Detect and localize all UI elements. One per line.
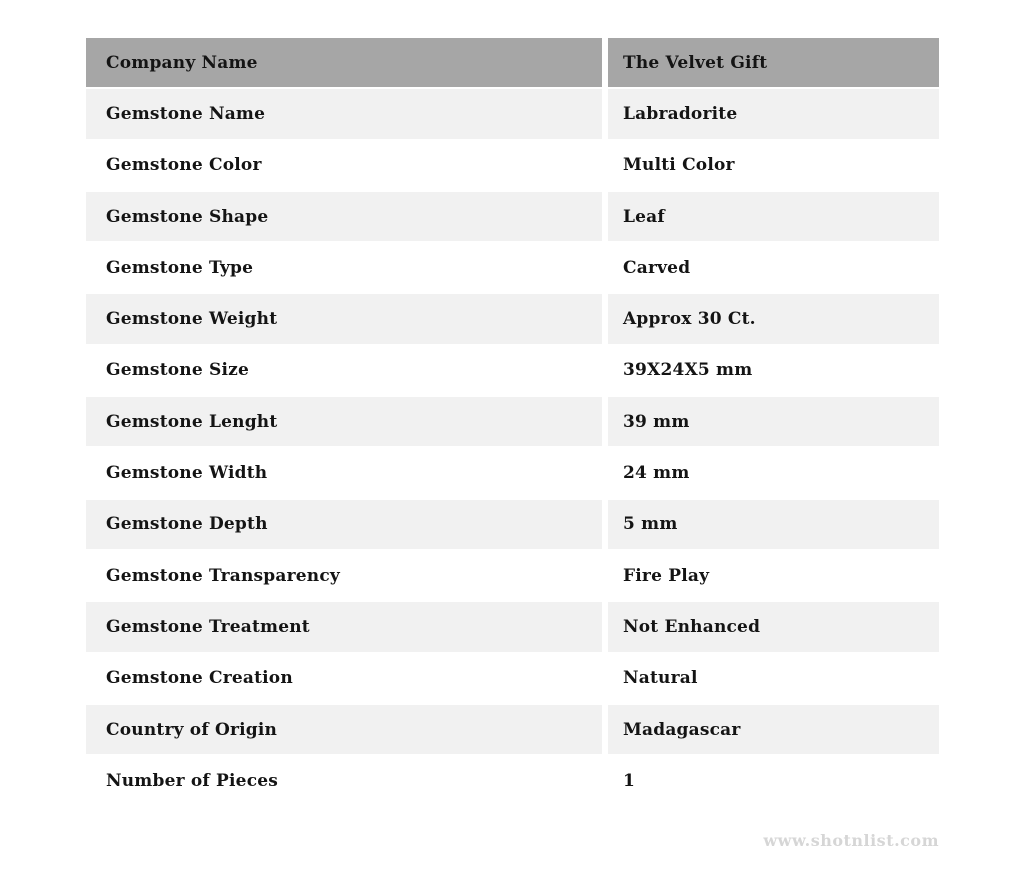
row-label-cell: Gemstone Name [86,89,602,138]
row-label-cell: Gemstone Size [86,346,602,395]
row-value-cell: 39 mm [608,397,939,446]
row-value-cell: Leaf [608,192,939,241]
row-label-cell: Gemstone Shape [86,192,602,241]
gemstone-spec-table [86,38,939,805]
table-row [86,294,939,343]
table-row [86,551,939,600]
row-value-cell: Madagascar [608,705,939,754]
row-value-cell: Labradorite [608,89,939,138]
row-label-cell: Gemstone Depth [86,500,602,549]
header-value-cell: The Velvet Gift [608,38,939,87]
row-value-cell: 1 [608,756,939,805]
table-row [86,89,939,138]
row-label-cell: Gemstone Treatment [86,602,602,651]
table-row [86,192,939,241]
row-label-cell: Gemstone Color [86,141,602,190]
row-label-cell: Gemstone Width [86,448,602,497]
table-row [86,397,939,446]
row-value-cell: Not Enhanced [608,602,939,651]
row-label-cell: Number of Pieces [86,756,602,805]
table-row [86,243,939,292]
row-label-cell: Gemstone Transparency [86,551,602,600]
table-row [86,602,939,651]
row-label-cell: Gemstone Weight [86,294,602,343]
row-label-cell: Gemstone Type [86,243,602,292]
table-row [86,654,939,703]
row-value-cell: Carved [608,243,939,292]
table-row [86,500,939,549]
row-label-cell: Gemstone Lenght [86,397,602,446]
row-value-cell: Natural [608,654,939,703]
table-row [86,705,939,754]
table-header-row [86,38,939,87]
site-watermark: www.shotnlist.com [763,831,939,850]
table-row [86,141,939,190]
table-row [86,448,939,497]
row-value-cell: Approx 30 Ct. [608,294,939,343]
table-row [86,346,939,395]
row-value-cell: 39X24X5 mm [608,346,939,395]
header-label-cell: Company Name [86,38,602,87]
table-row [86,756,939,805]
row-label-cell: Country of Origin [86,705,602,754]
row-value-cell: Multi Color [608,141,939,190]
row-value-cell: 5 mm [608,500,939,549]
row-value-cell: 24 mm [608,448,939,497]
row-value-cell: Fire Play [608,551,939,600]
row-label-cell: Gemstone Creation [86,654,602,703]
